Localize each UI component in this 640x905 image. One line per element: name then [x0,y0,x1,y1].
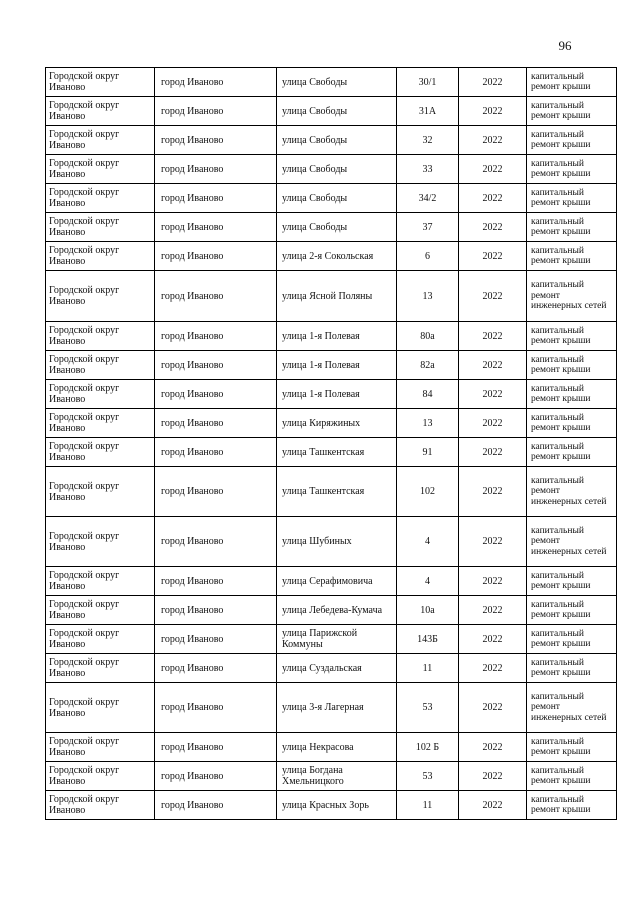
street-cell: улица 1-я Полевая [277,322,397,351]
district-cell: Городской округ Иваново [46,155,155,184]
house-cell: 53 [397,683,459,733]
city-cell: город Иваново [155,438,277,467]
work-type-cell: капитальный ремонт крыши [527,155,617,184]
table-row [46,567,617,596]
work-type-cell: капитальный ремонт крыши [527,733,617,762]
street-cell: улица Лебедева-Кумача [277,596,397,625]
city-cell: город Иваново [155,184,277,213]
district-cell: Городской округ Иваново [46,625,155,654]
work-type-cell: капитальный ремонт крыши [527,762,617,791]
house-cell: 11 [397,654,459,683]
district-cell: Городской округ Иваново [46,380,155,409]
table-row [46,683,617,733]
house-cell: 6 [397,242,459,271]
work-type-cell: капитальный ремонт крыши [527,213,617,242]
district-cell: Городской округ Иваново [46,242,155,271]
street-cell: улица Свободы [277,155,397,184]
work-type-cell: капитальный ремонт крыши [527,438,617,467]
work-type-cell: капитальный ремонт крыши [527,126,617,155]
house-cell: 13 [397,409,459,438]
city-cell: город Иваново [155,351,277,380]
city-cell: город Иваново [155,791,277,820]
table-row [46,68,617,97]
work-type-cell: капитальный ремонт крыши [527,791,617,820]
work-type-cell: капитальный ремонт крыши [527,351,617,380]
city-cell: город Иваново [155,517,277,567]
city-cell: город Иваново [155,625,277,654]
city-cell: город Иваново [155,271,277,322]
table-row [46,654,617,683]
table-row [46,733,617,762]
year-cell: 2022 [459,625,527,654]
year-cell: 2022 [459,762,527,791]
table-row [46,409,617,438]
city-cell: город Иваново [155,596,277,625]
city-cell: город Иваново [155,654,277,683]
city-cell: город Иваново [155,322,277,351]
house-cell: 34/2 [397,184,459,213]
house-cell: 31А [397,97,459,126]
table-row [46,242,617,271]
repair-program-table [45,67,617,820]
year-cell: 2022 [459,126,527,155]
house-cell: 33 [397,155,459,184]
district-cell: Городской округ Иваново [46,126,155,155]
city-cell: город Иваново [155,213,277,242]
city-cell: город Иваново [155,380,277,409]
street-cell: улица Свободы [277,68,397,97]
district-cell: Городской округ Иваново [46,733,155,762]
year-cell: 2022 [459,271,527,322]
work-type-cell: капитальный ремонт крыши [527,596,617,625]
street-cell: улица 2-я Сокольская [277,242,397,271]
house-cell: 91 [397,438,459,467]
table-row [46,625,617,654]
work-type-cell: капитальный ремонт инженерных сетей [527,517,617,567]
year-cell: 2022 [459,791,527,820]
repair-program-table-container [45,67,616,820]
work-type-cell: капитальный ремонт крыши [527,625,617,654]
street-cell: улица Парижской Коммуны [277,625,397,654]
district-cell: Городской округ Иваново [46,184,155,213]
street-cell: улица 1-я Полевая [277,380,397,409]
city-cell: город Иваново [155,97,277,126]
table-row [46,791,617,820]
year-cell: 2022 [459,322,527,351]
work-type-cell: капитальный ремонт крыши [527,409,617,438]
table-row [46,762,617,791]
house-cell: 84 [397,380,459,409]
district-cell: Городской округ Иваново [46,322,155,351]
table-row [46,271,617,322]
district-cell: Городской округ Иваново [46,271,155,322]
street-cell: улица Свободы [277,97,397,126]
district-cell: Городской округ Иваново [46,351,155,380]
district-cell: Городской округ Иваново [46,762,155,791]
table-row [46,380,617,409]
table-row [46,213,617,242]
work-type-cell: капитальный ремонт крыши [527,242,617,271]
city-cell: город Иваново [155,409,277,438]
house-cell: 143Б [397,625,459,654]
house-cell: 4 [397,517,459,567]
year-cell: 2022 [459,351,527,380]
year-cell: 2022 [459,213,527,242]
street-cell: улица Богдана Хмельницкого [277,762,397,791]
city-cell: город Иваново [155,683,277,733]
city-cell: город Иваново [155,467,277,517]
house-cell: 80а [397,322,459,351]
house-cell: 53 [397,762,459,791]
street-cell: улица Свободы [277,126,397,155]
district-cell: Городской округ Иваново [46,97,155,126]
house-cell: 10а [397,596,459,625]
year-cell: 2022 [459,242,527,271]
table-row [46,322,617,351]
street-cell: улица Свободы [277,213,397,242]
work-type-cell: капитальный ремонт крыши [527,97,617,126]
street-cell: улица Суздальская [277,654,397,683]
district-cell: Городской округ Иваново [46,409,155,438]
year-cell: 2022 [459,68,527,97]
street-cell: улица Свободы [277,184,397,213]
work-type-cell: капитальный ремонт крыши [527,567,617,596]
city-cell: город Иваново [155,762,277,791]
city-cell: город Иваново [155,126,277,155]
house-cell: 102 Б [397,733,459,762]
work-type-cell: капитальный ремонт инженерных сетей [527,467,617,517]
city-cell: город Иваново [155,155,277,184]
year-cell: 2022 [459,683,527,733]
work-type-cell: капитальный ремонт крыши [527,380,617,409]
district-cell: Городской округ Иваново [46,438,155,467]
work-type-cell: капитальный ремонт крыши [527,322,617,351]
city-cell: город Иваново [155,242,277,271]
house-cell: 30/1 [397,68,459,97]
work-type-cell: капитальный ремонт крыши [527,654,617,683]
house-cell: 102 [397,467,459,517]
table-row [46,438,617,467]
house-cell: 13 [397,271,459,322]
city-cell: город Иваново [155,567,277,596]
year-cell: 2022 [459,654,527,683]
street-cell: улица 1-я Полевая [277,351,397,380]
district-cell: Городской округ Иваново [46,596,155,625]
table-row [46,155,617,184]
year-cell: 2022 [459,409,527,438]
year-cell: 2022 [459,596,527,625]
year-cell: 2022 [459,155,527,184]
work-type-cell: капитальный ремонт крыши [527,68,617,97]
street-cell: улица Ташкентская [277,438,397,467]
district-cell: Городской округ Иваново [46,213,155,242]
table-body [46,68,617,820]
street-cell: улица Шубиных [277,517,397,567]
district-cell: Городской округ Иваново [46,467,155,517]
table-row [46,467,617,517]
district-cell: Городской округ Иваново [46,567,155,596]
city-cell: город Иваново [155,68,277,97]
table-row [46,97,617,126]
district-cell: Городской округ Иваново [46,791,155,820]
work-type-cell: капитальный ремонт крыши [527,184,617,213]
street-cell: улица Красных Зорь [277,791,397,820]
year-cell: 2022 [459,97,527,126]
house-cell: 82а [397,351,459,380]
house-cell: 37 [397,213,459,242]
district-cell: Городской округ Иваново [46,683,155,733]
street-cell: улица Некрасова [277,733,397,762]
year-cell: 2022 [459,380,527,409]
page-number: 96 [558,38,572,53]
table-row [46,351,617,380]
work-type-cell: капитальный ремонт инженерных сетей [527,683,617,733]
table-row [46,517,617,567]
district-cell: Городской округ Иваново [46,68,155,97]
street-cell: улица Киряжиных [277,409,397,438]
year-cell: 2022 [459,438,527,467]
district-cell: Городской округ Иваново [46,517,155,567]
table-row [46,126,617,155]
work-type-cell: капитальный ремонт инженерных сетей [527,271,617,322]
street-cell: улица 3-я Лагерная [277,683,397,733]
table-row [46,596,617,625]
table-row [46,184,617,213]
year-cell: 2022 [459,467,527,517]
year-cell: 2022 [459,567,527,596]
house-cell: 11 [397,791,459,820]
house-cell: 32 [397,126,459,155]
year-cell: 2022 [459,733,527,762]
city-cell: город Иваново [155,733,277,762]
street-cell: улица Серафимовича [277,567,397,596]
house-cell: 4 [397,567,459,596]
street-cell: улица Ташкентская [277,467,397,517]
year-cell: 2022 [459,517,527,567]
street-cell: улица Ясной Поляны [277,271,397,322]
district-cell: Городской округ Иваново [46,654,155,683]
year-cell: 2022 [459,184,527,213]
